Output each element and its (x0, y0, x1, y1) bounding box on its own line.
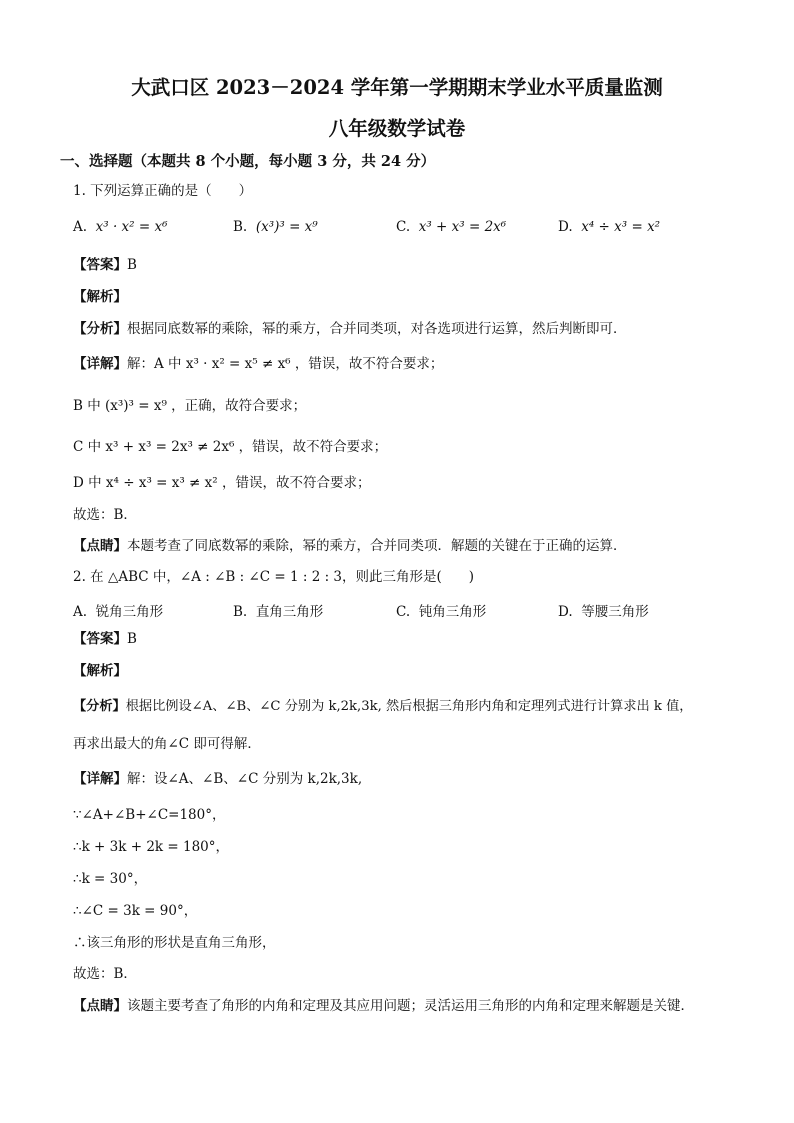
exam-subtitle: 八年级数学试卷 (328, 117, 466, 140)
q1-comment: 【点睛】本题考查了同底数幂的乘除，幂的乘方，合并同类项．解题的关键在于正确的运算． (73, 538, 627, 554)
q1-detail-b: B 中 (x³)³ = x⁹ ，正确，故符合要求； (73, 398, 307, 414)
q2-step-1: ∵∠A+∠B+∠C=180°， (73, 807, 226, 823)
q2-conclusion: 故选：B． (73, 966, 137, 982)
q2-analysis-label: 【解析】 (73, 663, 127, 679)
q1-detail-c: C 中 x³ + x³ = 2x³ ≠ 2x⁶ ，错误，故不符合要求； (73, 439, 388, 455)
q2-option-d: D. 等腰三角形 (558, 604, 649, 620)
q2-option-c: C. 钝角三角形 (396, 604, 487, 620)
q2-comment: 【点睛】该题主要考查了角形的内角和定理及其应用问题；灵活运用三角形的内角和定理来解题是关键． (73, 998, 694, 1014)
q2-fenxi-2: 再求出最大的角∠C 即可得解． (73, 736, 261, 752)
q1-option-a: A. x³ · x² = x⁶ (73, 219, 168, 235)
q1-option-c: C. x³ + x³ = 2x⁶ (396, 219, 507, 235)
q1-stem: 1. 下列运算正确的是（ ） (73, 183, 253, 199)
q1-conclusion: 故选：B． (73, 507, 137, 523)
section-heading: 一、选择题（本题共 8 个小题，每小题 3 分，共 24 分） (60, 153, 436, 170)
q2-step-2: ∴k + 3k + 2k = 180°， (73, 839, 230, 855)
q2-detail-1: 【详解】解：设∠A、∠B、∠C 分别为 k,2k,3k, (73, 771, 363, 787)
q2-step-4: ∴∠C = 3k = 90°， (73, 903, 198, 919)
q2-fenxi-1: 【分析】根据比例设∠A、∠B、∠C 分别为 k,2k,3k, 然后根据三角形内角和定理列式进行计算求出 k 值， (73, 699, 693, 714)
q2-option-b: B. 直角三角形 (233, 604, 324, 620)
q2-step-5: ∴该三角形的形状是直角三角形， (73, 935, 276, 951)
q2-stem: 2. 在 △ABC 中，∠A : ∠B : ∠C = 1 : 2 : 3，则此三角形是( ) (73, 569, 475, 585)
q1-option-d: D. x⁴ ÷ x³ = x² (558, 219, 661, 235)
q1-detail-a: 【详解】解：A 中 x³ · x² = x⁵ ≠ x⁶ ，错误，故不符合要求； (73, 356, 444, 372)
q1-answer: 【答案】B (73, 257, 137, 273)
q2-answer: 【答案】B (73, 631, 137, 647)
q1-option-b: B. (x³)³ = x⁹ (233, 219, 318, 235)
exam-title: 大武口区 2023－2024 学年第一学期期末学业水平质量监测 (131, 76, 663, 99)
q2-step-3: ∴k = 30°， (73, 871, 148, 887)
q1-detail-d: D 中 x⁴ ÷ x³ = x³ ≠ x² ，错误，故不符合要求； (73, 475, 371, 491)
q1-analysis-label: 【解析】 (73, 289, 127, 305)
q1-fenxi: 【分析】根据同底数幂的乘除，幂的乘方，合并同类项，对各选项进行运算，然后判断即可． (73, 321, 627, 337)
q2-option-a: A. 锐角三角形 (73, 604, 164, 620)
